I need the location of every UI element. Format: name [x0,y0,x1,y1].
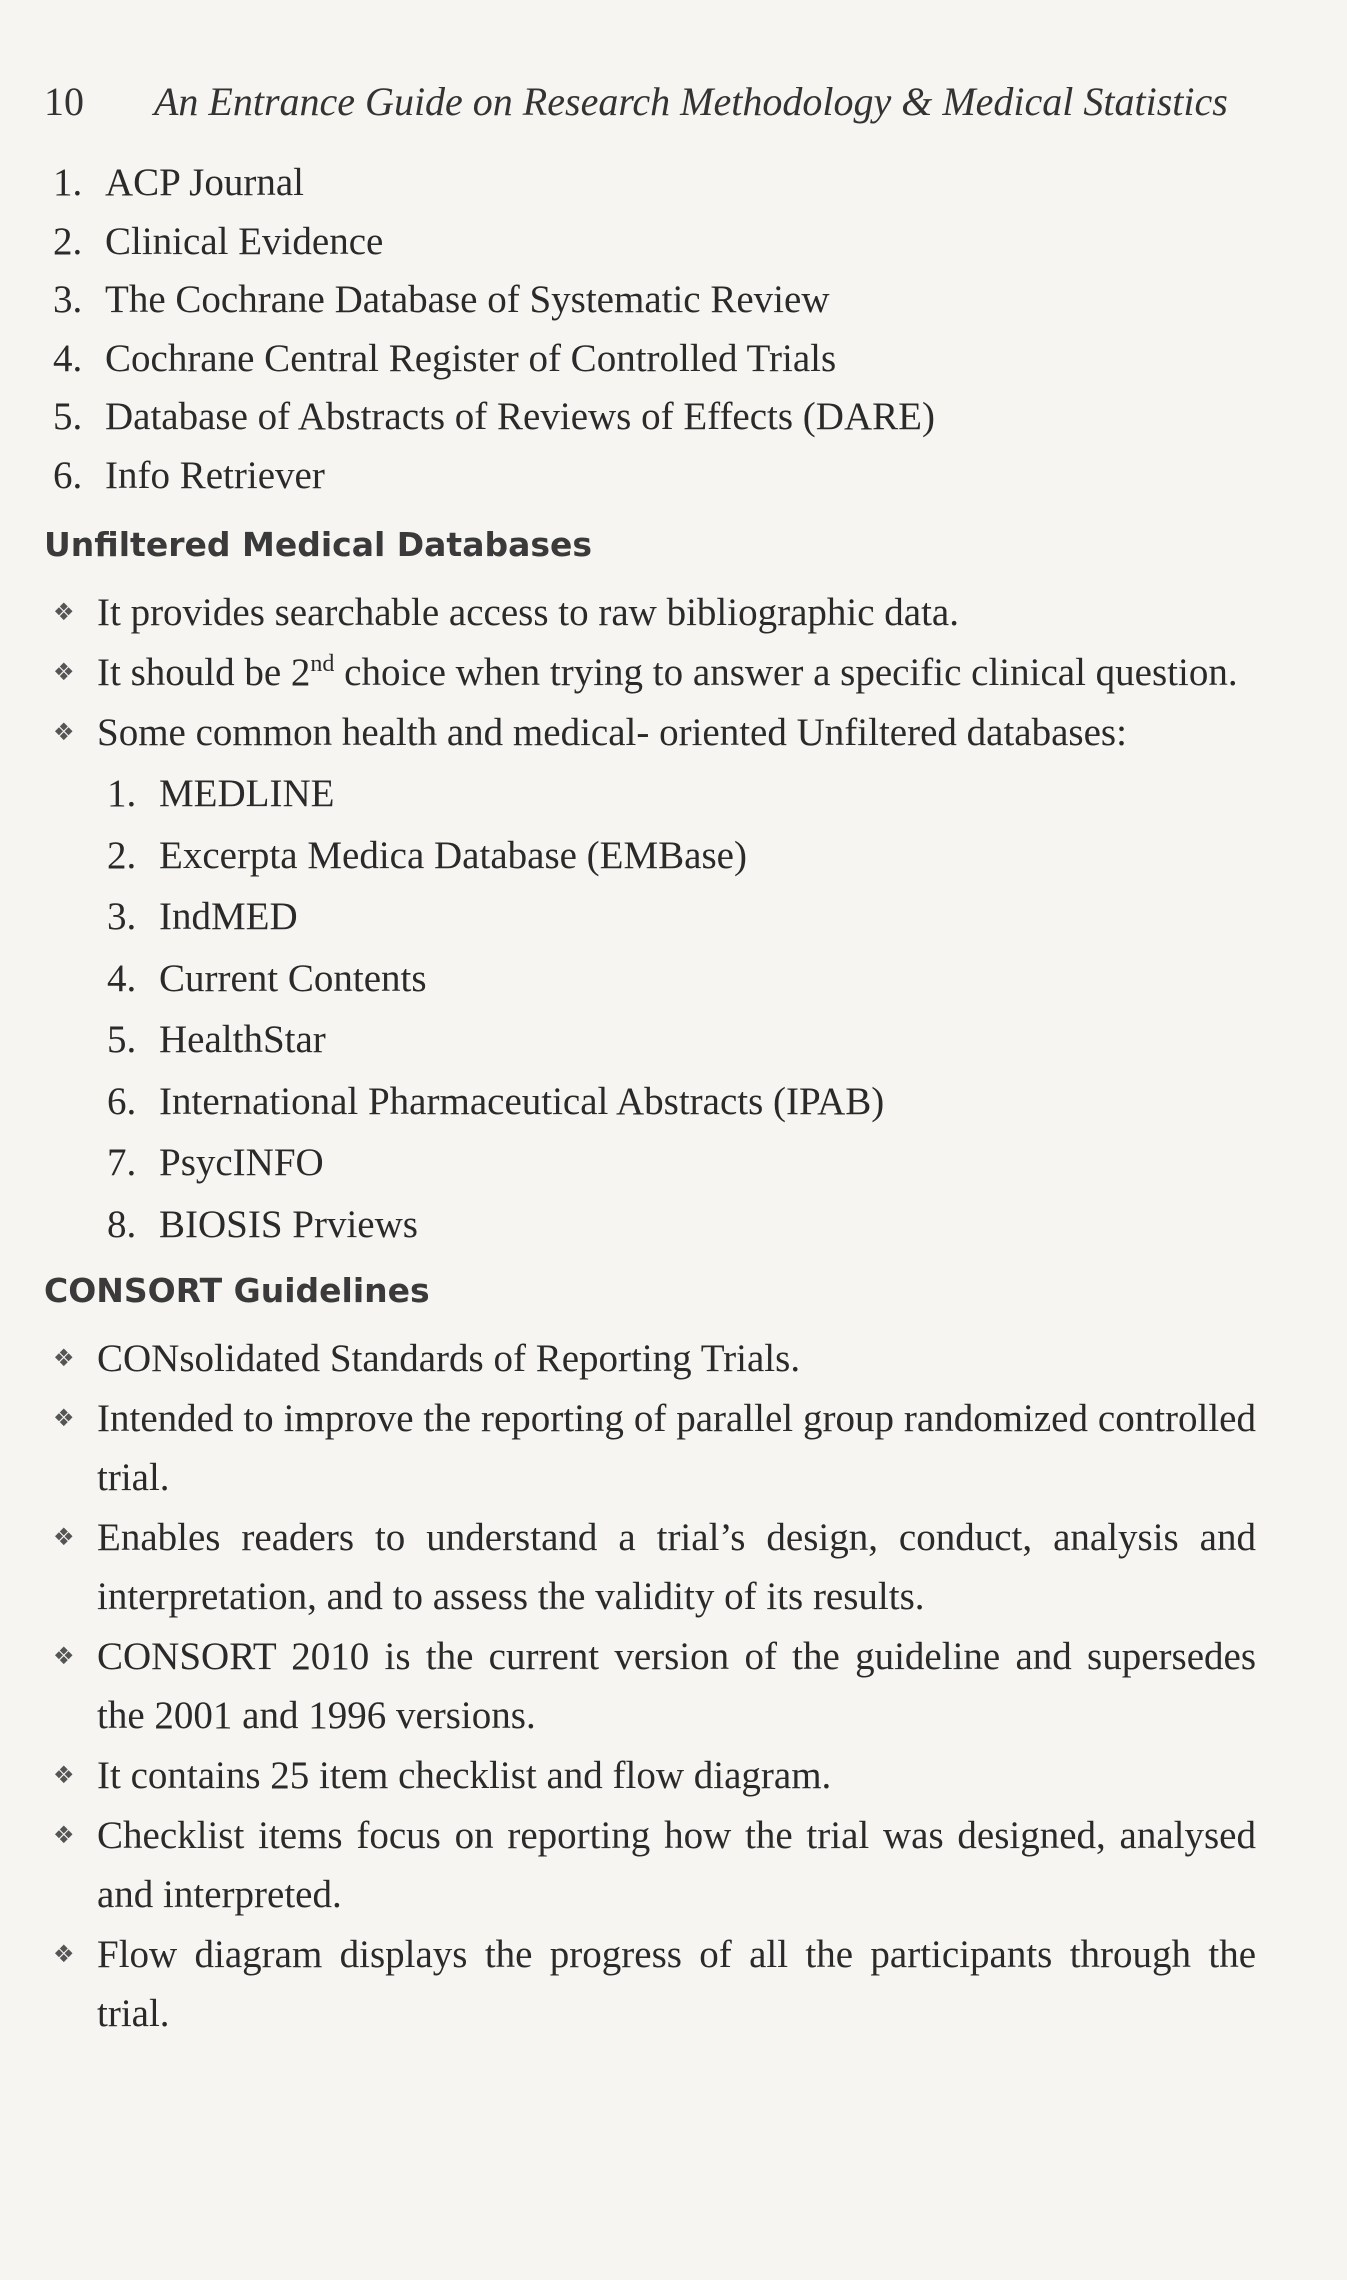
diamond-bullet-icon: ❖ [53,1761,75,1789]
list-item: 5. Database of Abstracts of Reviews of Effects (DARE) [53,395,935,438]
bullet-item: ❖ Enables readers to understand a trial’s design, conduct, analysis and interpretation, and to assess the validity of its results. [44,1508,1256,1626]
bullet-item: ❖ CONsolidated Standards of Reporting Trials. [44,1329,1256,1388]
book-page [44,78,1256,2044]
bullet-item: ❖ Flow diagram displays the progress of all the participants through the trial. [44,1925,1256,2043]
bullet-item: ❖ Checklist items focus on reporting how the trial was designed, analysed and interpreted. [44,1806,1256,1924]
diamond-bullet-icon: ❖ [53,1642,75,1670]
diamond-bullet-icon: ❖ [53,1821,75,1849]
diamond-bullet-icon: ❖ [53,1344,75,1372]
diamond-bullet-icon: ❖ [53,718,75,746]
bullet-item: ❖ It contains 25 item checklist and flow diagram. [44,1746,1256,1805]
list-item: 2. Excerpta Medica Database (EMBase) [107,833,747,877]
list-item: 4. Cochrane Central Register of Controlled Trials [53,336,837,380]
list-item: 3. IndMED [107,895,298,938]
unfiltered-bullets [44,583,1256,762]
bullet-item: ❖ Intended to improve the reporting of parallel group randomized controlled trial. [44,1389,1256,1507]
bullet-item: ❖ Some common health and medical- oriented Unfiltered databases: [44,703,1256,762]
diamond-bullet-icon: ❖ [53,1940,75,1968]
book-title: An Entrance Guide on Research Methodology & Medical Statistics [154,79,1228,124]
list-item: 8. BIOSIS Prviews [107,1202,418,1246]
bullet-item: ❖ CONSORT 2010 is the current version of the guideline and supersedes the 2001 and 1996 versions. [44,1627,1256,1745]
list-item: 2. Clinical Evidence [53,219,384,263]
list-item: 6. International Pharmaceutical Abstracts (IPAB) [107,1079,885,1123]
bullet-item: ❖ It should be 2nd choice when trying to answer a specific clinical question. [44,643,1256,702]
diamond-bullet-icon: ❖ [53,1404,75,1432]
list-item: 3. The Cochrane Database of Systematic Review [53,278,830,321]
page-number: 10 [44,79,84,124]
running-header [44,78,1256,144]
list-item: 4. Current Contents [107,956,427,1000]
filtered-resources-list [44,154,1256,505]
unfiltered-heading: Unfiltered Medical Databases [44,525,593,564]
diamond-bullet-icon: ❖ [53,1523,75,1551]
unfiltered-databases-list [44,763,1256,1255]
bullet-item: ❖ It provides searchable access to raw bibliographic data. [44,583,1256,642]
consort-heading: CONSORT Guidelines [44,1271,430,1310]
diamond-bullet-icon: ❖ [53,658,75,686]
list-item: 7. PsycINFO [107,1141,324,1184]
list-item: 1. MEDLINE [107,772,335,815]
list-item: 1. ACP Journal [53,161,304,204]
list-item: 5. HealthStar [107,1018,326,1061]
list-item: 6. Info Retriever [53,453,325,497]
consort-bullets [44,1329,1256,2043]
diamond-bullet-icon: ❖ [53,598,75,626]
